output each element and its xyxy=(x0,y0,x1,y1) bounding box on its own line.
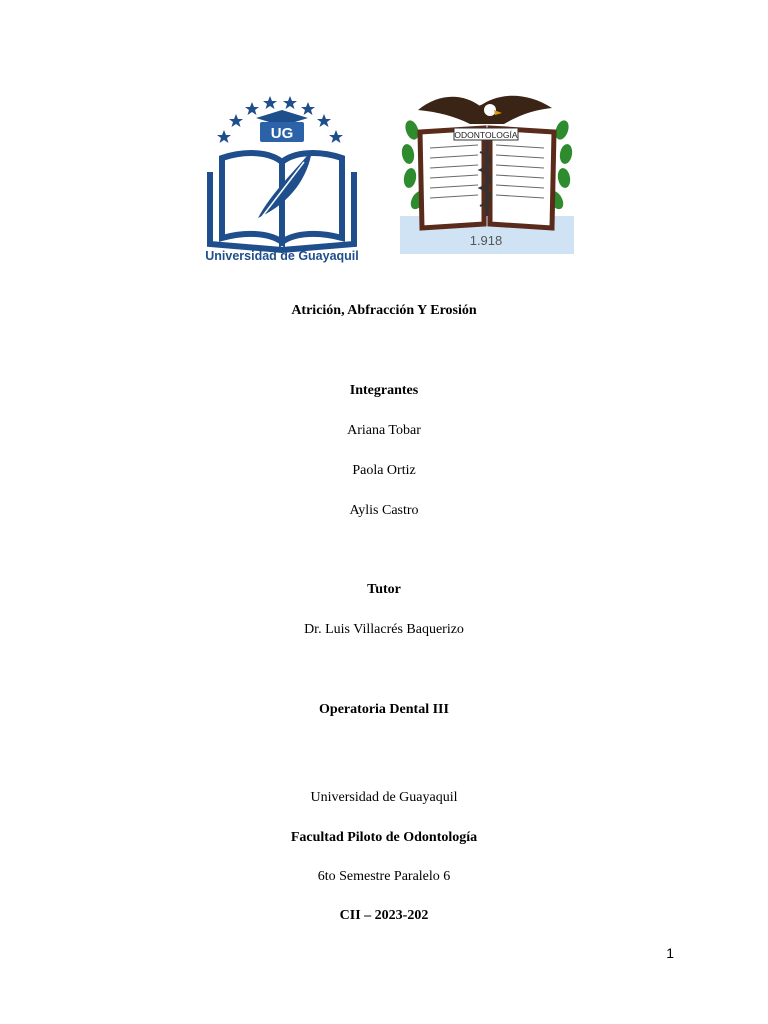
members-heading: Integrantes xyxy=(349,383,419,398)
semester-info: 6to Semestre Paralelo 6 xyxy=(317,869,451,884)
member-name: Ariana Tobar xyxy=(347,423,421,438)
member-name: Paola Ortiz xyxy=(352,463,416,478)
tutor-heading: Tutor xyxy=(367,582,401,597)
odontologia-crest-graphic xyxy=(400,88,574,254)
ug-badge-text: UG xyxy=(270,125,294,142)
universidad-de-guayaquil-logo xyxy=(200,92,364,264)
document-title: Atrición, Abfracción Y Erosión xyxy=(291,303,477,318)
page-number: 1 xyxy=(666,945,674,961)
crest-year-text: 1.918 xyxy=(469,233,503,248)
facultad-odontologia-crest xyxy=(400,88,574,254)
ug-logo-graphic xyxy=(200,92,364,264)
faculty-name: Facultad Piloto de Odontología xyxy=(290,830,478,845)
crest-banner-text: ODONTOLOGÍA xyxy=(454,130,518,140)
course-name: Operatoria Dental III xyxy=(319,702,449,717)
academic-cycle: CII – 2023-202 xyxy=(339,908,429,923)
university-name: Universidad de Guayaquil xyxy=(310,790,458,805)
tutor-name: Dr. Luis Villacrés Baquerizo xyxy=(304,622,464,637)
member-name: Aylis Castro xyxy=(349,503,419,518)
ug-logo-caption: Universidad de Guayaquil xyxy=(205,249,359,263)
